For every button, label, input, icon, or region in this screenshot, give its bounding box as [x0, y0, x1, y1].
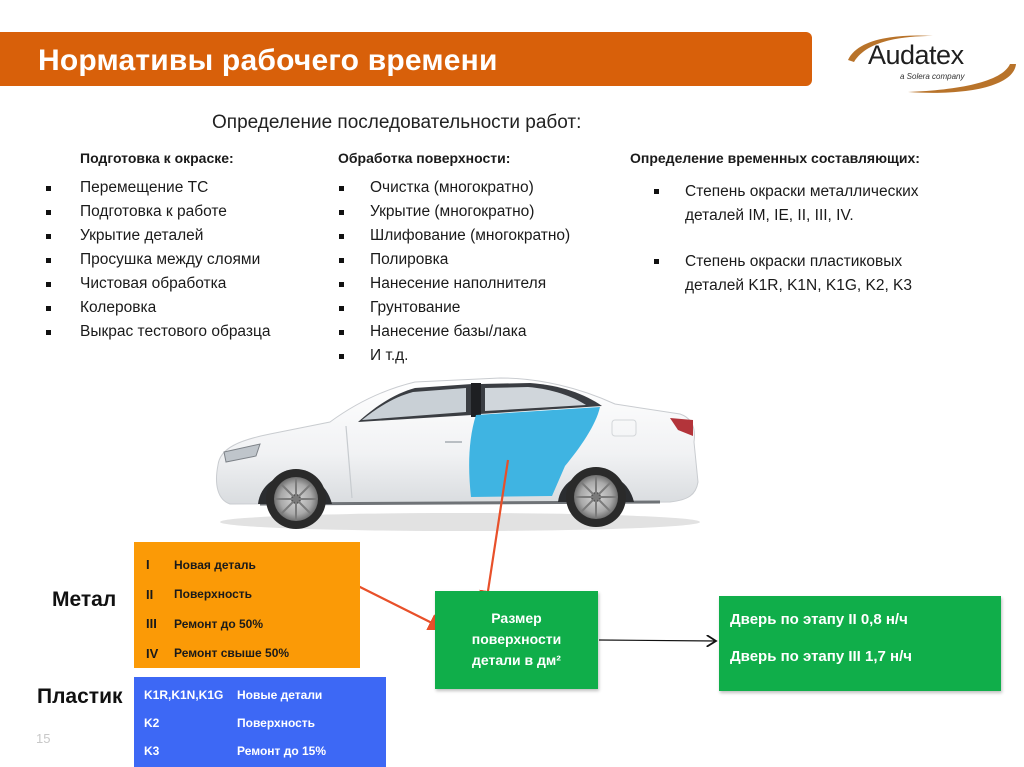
page-title: Нормативы рабочего времени	[38, 44, 498, 77]
list-item: Укрытие деталей	[80, 224, 271, 248]
metal-grade-row: II Поверхность	[146, 586, 253, 602]
bullet-icon	[46, 234, 51, 239]
column-surface-treatment	[338, 150, 570, 368]
bullet-icon	[339, 258, 344, 263]
list-item: Перемещение ТС	[80, 176, 271, 200]
bullet-icon	[339, 210, 344, 215]
plastic-grade-row: K1R,K1N,K1G Новые детали	[144, 688, 323, 702]
result-line: Дверь по этапу II 0,8 н/ч	[730, 611, 908, 628]
list-item: Полировка	[370, 248, 570, 272]
metal-grade-row: IV Ремонт свыше 50%	[146, 645, 290, 661]
column-title: Обработка поверхности:	[338, 150, 511, 166]
bullet-icon	[46, 210, 51, 215]
audatex-logo	[838, 30, 1018, 102]
metal-grades-box	[134, 542, 360, 668]
plastic-grade-row: K3 Ремонт до 15%	[144, 744, 327, 758]
list-item: Степень окраски металлических деталей IM, IE, II, III, IV.	[685, 180, 925, 228]
bullet-icon	[654, 259, 659, 264]
bullet-icon	[46, 186, 51, 191]
plastic-grade-row: K2 Поверхность	[144, 716, 316, 730]
bullet-icon	[339, 234, 344, 239]
bullet-icon	[339, 186, 344, 191]
list-item: Колеровка	[80, 296, 271, 320]
column-paint-preparation	[80, 150, 271, 344]
plastic-grades-box	[134, 677, 386, 767]
plastic-label: Пластик	[37, 685, 123, 708]
list-item: Степень окраски пластиковых деталей K1R, K1N, K1G, K2, K3	[685, 250, 925, 298]
bullet-icon	[339, 282, 344, 287]
door-norms-result-box	[719, 596, 1001, 691]
list-item: Подготовка к работе	[80, 200, 271, 224]
section-heading: Определение последовательности работ:	[212, 112, 582, 133]
car-illustration	[200, 370, 710, 540]
bullet-icon	[654, 189, 659, 194]
list-item: Нанесение наполнителя	[370, 272, 570, 296]
surface-size-box: Размер поверхности детали в дм²	[435, 591, 598, 689]
list-item: Шлифование (многократно)	[370, 224, 570, 248]
slide-number: 15	[36, 731, 51, 746]
column-title: Подготовка к окраске:	[80, 150, 234, 166]
result-line: Дверь по этапу III 1,7 н/ч	[730, 648, 912, 665]
column-time-components	[630, 150, 925, 320]
bullet-icon	[339, 306, 344, 311]
list-item: Очистка (многократно)	[370, 176, 570, 200]
bullet-icon	[46, 282, 51, 287]
metal-grade-row: III Ремонт до 50%	[146, 616, 264, 632]
bullet-icon	[339, 330, 344, 335]
list-item: Просушка между слоями	[80, 248, 271, 272]
car-icon	[200, 370, 710, 540]
bullet-icon	[339, 354, 344, 359]
metal-label: Метал	[52, 588, 117, 611]
list-item: Нанесение базы/лака	[370, 320, 570, 344]
list-item: И т.д.	[370, 344, 570, 368]
logo-name: Audatex	[868, 40, 964, 70]
bullet-icon	[46, 306, 51, 311]
list-item: Выкрас тестового образца	[80, 320, 271, 344]
list-item: Грунтование	[370, 296, 570, 320]
size-to-result-arrow	[599, 640, 716, 641]
metal-grade-row: I Новая деталь	[146, 557, 256, 573]
logo-tagline: a Solera company	[900, 72, 965, 81]
column-title: Определение временных составляющих:	[630, 150, 920, 166]
bullet-icon	[46, 258, 51, 263]
bullet-icon	[46, 330, 51, 335]
list-item: Чистовая обработка	[80, 272, 271, 296]
list-item: Укрытие (многократно)	[370, 200, 570, 224]
